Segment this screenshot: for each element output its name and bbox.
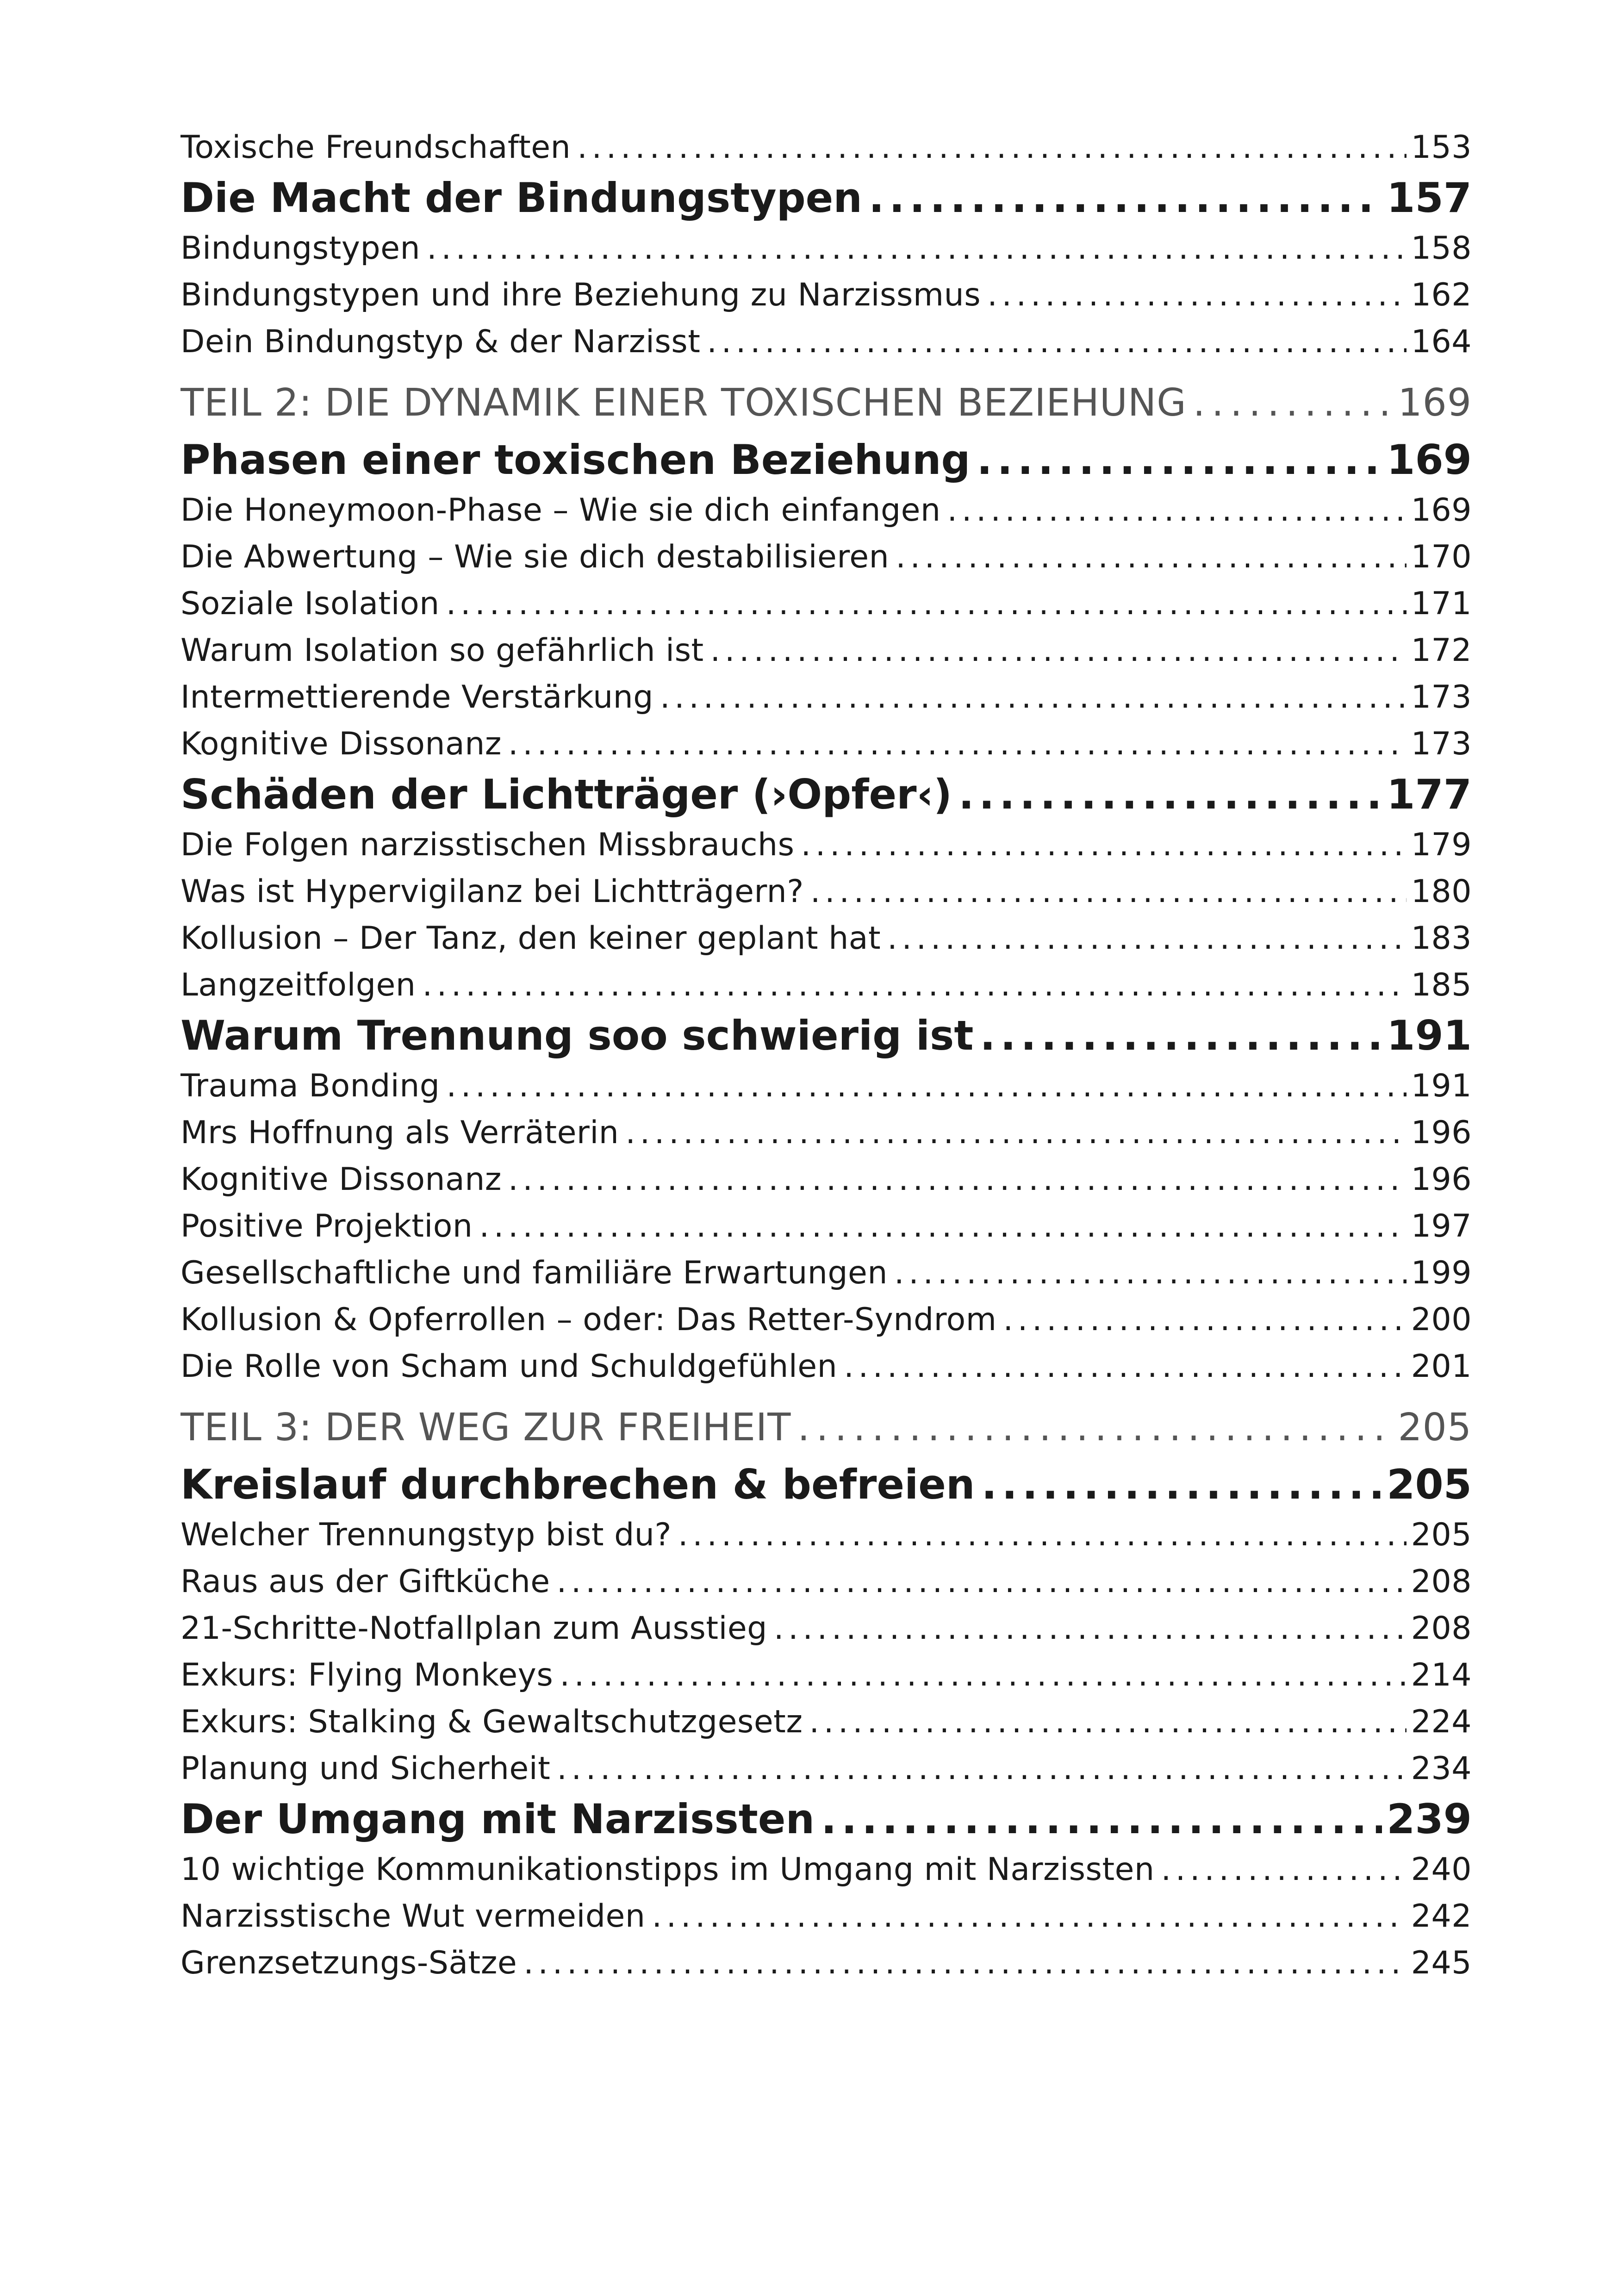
dot-leader — [947, 487, 1406, 534]
toc-entry-title: Kollusion & Opferrollen – oder: Das Retter-Syndrom — [180, 1301, 997, 1338]
dot-leader — [1003, 1296, 1406, 1343]
toc-entry — [180, 225, 1472, 272]
toc-chapter-title: Schäden der Lichtträger (›Opfer‹) — [180, 771, 952, 818]
toc-entry-title: Die Honeymoon-Phase – Wie sie dich einfangen — [180, 492, 941, 529]
toc-entry-title: Dein Bindungstyp & der Narzisst — [180, 324, 701, 360]
toc-entry-title: Exkurs: Stalking & Gewaltschutzgesetz — [180, 1704, 803, 1740]
dot-leader — [660, 674, 1406, 721]
toc-entry-title: Intermettierende Verstärkung — [180, 679, 653, 716]
toc-entry — [180, 1558, 1472, 1605]
toc-entry-page: 180 — [1411, 873, 1472, 910]
toc-chapter-title: Warum Trennung soo schwierig ist — [180, 1012, 974, 1059]
dot-leader — [810, 868, 1406, 915]
toc-entry — [180, 580, 1472, 627]
toc-chapter — [180, 1008, 1472, 1063]
dot-leader — [982, 1457, 1382, 1512]
toc-entry-title: Die Rolle von Scham und Schuldgefühlen — [180, 1348, 838, 1385]
toc-entry-title: Kognitive Dissonanz — [180, 1161, 502, 1198]
toc-entry-page: 170 — [1411, 539, 1472, 575]
toc-entry — [180, 1605, 1472, 1652]
toc-entry-title: Toxische Freundschaften — [180, 129, 571, 166]
table-of-contents — [180, 124, 1472, 1986]
toc-entry-page: 153 — [1411, 129, 1472, 166]
dot-leader — [678, 1512, 1406, 1558]
dot-leader — [479, 1203, 1406, 1250]
dot-leader — [801, 821, 1406, 868]
dot-leader — [821, 1792, 1382, 1846]
dot-leader — [844, 1343, 1406, 1390]
toc-entry-page: 171 — [1411, 585, 1472, 622]
toc-entry — [180, 1296, 1472, 1343]
toc-entry-page: 196 — [1411, 1114, 1472, 1151]
toc-entry-title: Kollusion – Der Tanz, den keiner geplant hat — [180, 920, 881, 957]
toc-entry-title: Gesellschaftliche und familiäre Erwartungen — [180, 1255, 888, 1291]
toc-entry-page: 200 — [1411, 1301, 1472, 1338]
toc-part-heading — [180, 1398, 1472, 1457]
dot-leader — [557, 1558, 1406, 1605]
toc-entry — [180, 627, 1472, 674]
toc-entry-page: 214 — [1411, 1657, 1472, 1693]
toc-entry-title: Warum Isolation so gefährlich ist — [180, 632, 704, 669]
dot-leader — [557, 1745, 1406, 1792]
toc-entry — [180, 821, 1472, 868]
toc-part-page: 169 — [1398, 381, 1472, 425]
toc-entry-title: Die Abwertung – Wie sie dich destabilisieren — [180, 539, 890, 575]
dot-leader — [523, 1940, 1406, 1986]
toc-entry-page: 205 — [1411, 1517, 1472, 1553]
toc-entry-page: 234 — [1411, 1750, 1472, 1787]
toc-entry-page: 224 — [1411, 1704, 1472, 1740]
toc-entry-title: Bindungstypen und ihre Beziehung zu Narzissmus — [180, 277, 981, 313]
toc-entry-page: 162 — [1411, 277, 1472, 313]
toc-entry-title: Positive Projektion — [180, 1208, 473, 1244]
toc-entry — [180, 962, 1472, 1008]
dot-leader — [577, 124, 1406, 171]
dot-leader — [987, 272, 1406, 318]
dot-leader — [809, 1699, 1406, 1745]
toc-entry-title: Grenzsetzungs-Sätze — [180, 1945, 517, 1981]
toc-entry-page: 164 — [1411, 324, 1472, 360]
dot-leader — [446, 580, 1406, 627]
toc-part-page: 205 — [1398, 1406, 1472, 1450]
toc-entry-page: 172 — [1411, 632, 1472, 669]
toc-entry-title: 21-Schritte-Notfallplan zum Ausstieg — [180, 1610, 767, 1647]
toc-entry — [180, 868, 1472, 915]
toc-entry-page: 245 — [1411, 1945, 1472, 1981]
toc-entry-page: 173 — [1411, 679, 1472, 716]
toc-entry — [180, 1940, 1472, 1986]
toc-entry — [180, 1512, 1472, 1558]
dot-leader — [894, 1250, 1406, 1296]
toc-entry — [180, 1745, 1472, 1792]
dot-leader — [887, 915, 1406, 962]
toc-chapter — [180, 1792, 1472, 1846]
toc-entry — [180, 1109, 1472, 1156]
dot-leader — [625, 1109, 1406, 1156]
toc-entry — [180, 915, 1472, 962]
toc-entry-page: 208 — [1411, 1563, 1472, 1600]
toc-chapter-title: Kreislauf durchbrechen & befreien — [180, 1461, 975, 1508]
dot-leader — [508, 1156, 1406, 1203]
toc-entry-title: Planung und Sicherheit — [180, 1750, 551, 1787]
toc-entry-page: 158 — [1411, 230, 1472, 267]
dot-leader — [1161, 1846, 1406, 1893]
toc-entry-title: Bindungstypen — [180, 230, 421, 267]
dot-leader — [560, 1652, 1406, 1699]
dot-leader — [896, 534, 1406, 580]
toc-entry-title: Kognitive Dissonanz — [180, 726, 502, 762]
toc-chapter — [180, 433, 1472, 487]
toc-entry — [180, 721, 1472, 767]
toc-part-title: TEIL 2: DIE DYNAMIK EINER TOXISCHEN BEZIEHUNG — [180, 381, 1187, 425]
dot-leader — [869, 171, 1382, 225]
toc-entry — [180, 1699, 1472, 1745]
dot-leader — [446, 1063, 1406, 1109]
toc-chapter-title: Phasen einer toxischen Beziehung — [180, 436, 971, 484]
toc-entry-page: 196 — [1411, 1161, 1472, 1198]
toc-entry-title: Die Folgen narzisstischen Missbrauchs — [180, 827, 795, 863]
toc-entry — [180, 1893, 1472, 1940]
dot-leader — [774, 1605, 1406, 1652]
toc-entry — [180, 124, 1472, 171]
toc-entry-title: Welcher Trennungstyp bist du? — [180, 1517, 672, 1553]
toc-chapter — [180, 1457, 1472, 1512]
toc-entry — [180, 1343, 1472, 1390]
toc-entry — [180, 272, 1472, 318]
toc-entry-page: 208 — [1411, 1610, 1472, 1647]
toc-entry-page: 173 — [1411, 726, 1472, 762]
dot-leader — [710, 627, 1406, 674]
toc-entry-page: 242 — [1411, 1898, 1472, 1935]
dot-leader — [652, 1893, 1406, 1940]
toc-entry-page: 185 — [1411, 967, 1472, 1003]
dot-leader — [707, 318, 1406, 365]
toc-part-title: TEIL 3: DER WEG ZUR FREIHEIT — [180, 1406, 791, 1450]
dot-leader — [980, 1008, 1382, 1063]
toc-entry-title: Exkurs: Flying Monkeys — [180, 1657, 554, 1693]
toc-chapter-title: Die Macht der Bindungstypen — [180, 174, 863, 222]
toc-entry-page: 179 — [1411, 827, 1472, 863]
dot-leader — [1193, 373, 1394, 433]
toc-entry-page: 201 — [1411, 1348, 1472, 1385]
toc-entry-page: 191 — [1411, 1068, 1472, 1104]
toc-chapter — [180, 171, 1472, 225]
toc-entry-title: Raus aus der Giftküche — [180, 1563, 550, 1600]
toc-entry-title: Trauma Bonding — [180, 1068, 440, 1104]
dot-leader — [958, 767, 1382, 821]
toc-entry-title: Narzisstische Wut vermeiden — [180, 1898, 646, 1935]
dot-leader — [427, 225, 1406, 272]
toc-entry — [180, 1652, 1472, 1699]
toc-entry-page: 199 — [1411, 1255, 1472, 1291]
toc-entry-title: 10 wichtige Kommunikationstipps im Umgang mit Narzissten — [180, 1851, 1155, 1888]
toc-chapter — [180, 767, 1472, 821]
toc-entry-page: 183 — [1411, 920, 1472, 957]
toc-chapter-page: 191 — [1387, 1012, 1472, 1059]
toc-entry — [180, 674, 1472, 721]
toc-chapter-page: 169 — [1387, 436, 1472, 484]
dot-leader — [422, 962, 1406, 1008]
toc-entry — [180, 487, 1472, 534]
toc-entry-page: 240 — [1411, 1851, 1472, 1888]
dot-leader — [797, 1398, 1393, 1457]
toc-chapter-page: 205 — [1387, 1461, 1472, 1508]
toc-chapter-page: 239 — [1387, 1795, 1472, 1843]
toc-chapter-title: Der Umgang mit Narzissten — [180, 1795, 815, 1843]
toc-entry — [180, 1063, 1472, 1109]
toc-entry-page: 197 — [1411, 1208, 1472, 1244]
toc-entry — [180, 318, 1472, 365]
toc-entry — [180, 1203, 1472, 1250]
toc-entry — [180, 534, 1472, 580]
toc-entry — [180, 1846, 1472, 1893]
toc-part-heading — [180, 373, 1472, 433]
toc-entry — [180, 1156, 1472, 1203]
toc-chapter-page: 157 — [1387, 174, 1472, 222]
toc-entry-title: Mrs Hoffnung als Verräterin — [180, 1114, 619, 1151]
toc-entry — [180, 1250, 1472, 1296]
toc-entry-title: Was ist Hypervigilanz bei Lichtträgern? — [180, 873, 804, 910]
dot-leader — [508, 721, 1406, 767]
toc-entry-title: Soziale Isolation — [180, 585, 440, 622]
toc-chapter-page: 177 — [1387, 771, 1472, 818]
toc-entry-page: 169 — [1411, 492, 1472, 529]
dot-leader — [977, 433, 1382, 487]
toc-entry-title: Langzeitfolgen — [180, 967, 416, 1003]
